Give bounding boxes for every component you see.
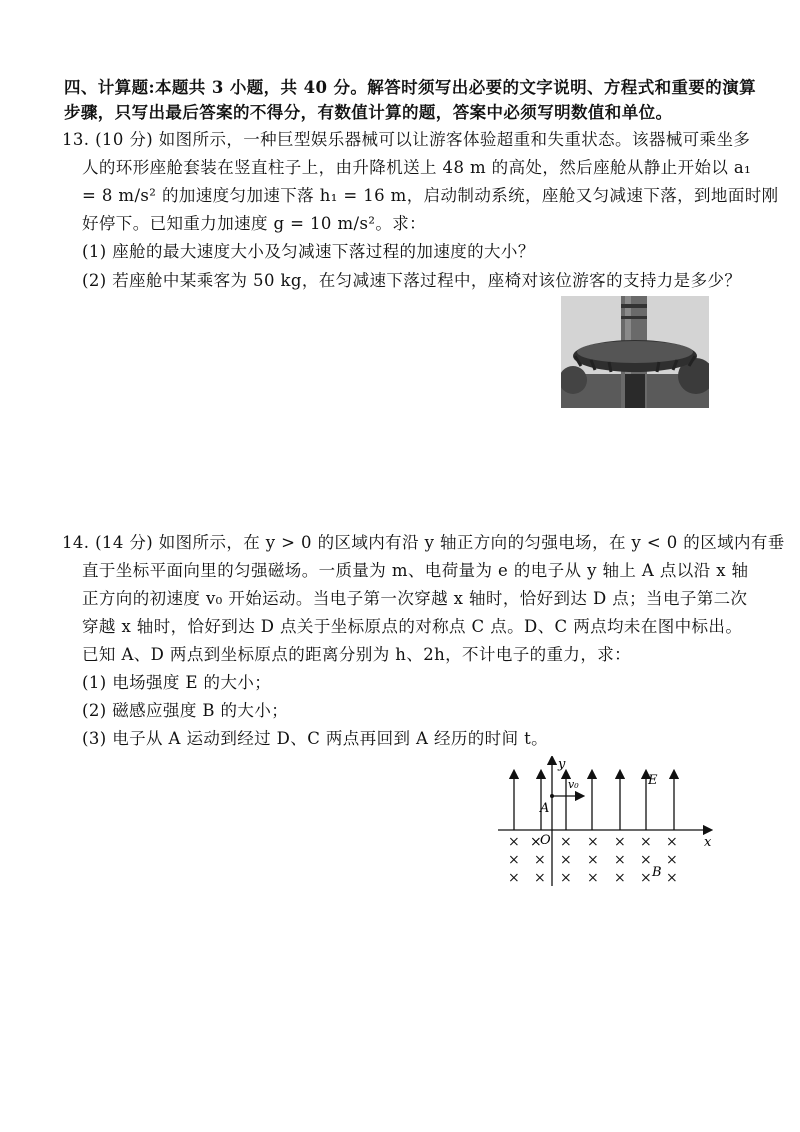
point-a-label: A (540, 801, 550, 816)
cross-near-origin: × (530, 834, 542, 850)
q13-line-4: 好停下。已知重力加速度 g = 10 m/s²。求： (82, 214, 427, 233)
svg-text:×: × (560, 852, 572, 868)
q14-subquestion-2: (2) 磁感应强度 B 的大小； (82, 701, 289, 720)
field-diagram (494, 756, 724, 892)
origin-label: O (540, 833, 551, 848)
field-b-label: B (652, 865, 662, 880)
svg-text:×: × (534, 852, 546, 868)
q14-line-3: 正方向的初速度 v₀ 开始运动。当电子第一次穿越 x 轴时，恰好到达 D 点；当电子第二次 (82, 589, 748, 608)
svg-text:×: × (587, 834, 599, 850)
q14-line-5: 已知 A、D 两点到坐标原点的距离分别为 h、2h，不计电子的重力，求： (82, 645, 632, 664)
svg-text:×: × (640, 870, 652, 886)
q13-subquestion-2: (2) 若座舱中某乘客为 50 kg，在匀减速下落过程中，座椅对该位游客的支持力是多少？ (82, 271, 742, 290)
svg-text:×: × (508, 852, 520, 868)
svg-text:×: × (614, 870, 626, 886)
svg-text:×: × (508, 870, 520, 886)
q14-subquestion-3: (3) 电子从 A 运动到经过 D、C 两点再回到 A 经历的时间 t。 (82, 729, 549, 748)
section-header-line-2: 步骤，只写出最后答案的不得分，有数值计算的题，答案中必须写明数值和单位。 (64, 103, 673, 122)
q13-subquestion-1: (1) 座舱的最大速度大小及匀减速下落过程的加速度的大小？ (82, 242, 535, 261)
svg-text:×: × (614, 834, 626, 850)
x-axis-label: x (704, 835, 712, 850)
svg-text:×: × (614, 852, 626, 868)
field-e-label: E (648, 773, 658, 788)
svg-text:×: × (587, 852, 599, 868)
svg-text:×: × (560, 870, 572, 886)
svg-text:×: × (534, 870, 546, 886)
svg-text:×: × (508, 834, 520, 850)
svg-text:×: × (666, 852, 678, 868)
q14-line-4: 穿越 x 轴时，恰好到达 D 点关于坐标原点的对称点 C 点。D、C 两点均未在图中标出。 (82, 617, 743, 636)
amusement-ride-photo (561, 296, 709, 408)
q13-line-3: = 8 m/s² 的加速度匀加速下落 h₁ = 16 m，启动制动系统，座舱又匀减速下落，到地面时刚 (82, 186, 779, 205)
velocity-label: v₀ (568, 778, 579, 791)
svg-text:×: × (560, 834, 572, 850)
q14-subquestion-1: (1) 电场强度 E 的大小； (82, 673, 272, 692)
q13-line-1: 13. (10 分) 如图所示，一种巨型娱乐器械可以让游客体验超重和失重状态。该器械可乘坐多 (62, 130, 751, 149)
y-axis-label: y (558, 757, 566, 772)
q14-line-2: 直于坐标平面向里的匀强磁场。一质量为 m、电荷量为 e 的电子从 y 轴上 A 点以沿 x 轴 (82, 561, 749, 580)
q13-line-2: 人的环形座舱套装在竖直柱子上，由升降机送上 48 m 的高处，然后座舱从静止开始以 a₁ (82, 158, 752, 177)
svg-text:×: × (640, 852, 652, 868)
svg-text:×: × (666, 870, 678, 886)
section-header-line-1: 四、计算题:本题共 3 小题，共 40 分。解答时须写出必要的文字说明、方程式和重要的演算 (64, 78, 757, 97)
svg-text:×: × (666, 834, 678, 850)
svg-text:×: × (587, 870, 599, 886)
q14-line-1: 14. (14 分) 如图所示，在 y > 0 的区域内有沿 y 轴正方向的匀强电场，在 y < 0 的区域内有垂 (62, 533, 785, 552)
svg-text:×: × (640, 834, 652, 850)
